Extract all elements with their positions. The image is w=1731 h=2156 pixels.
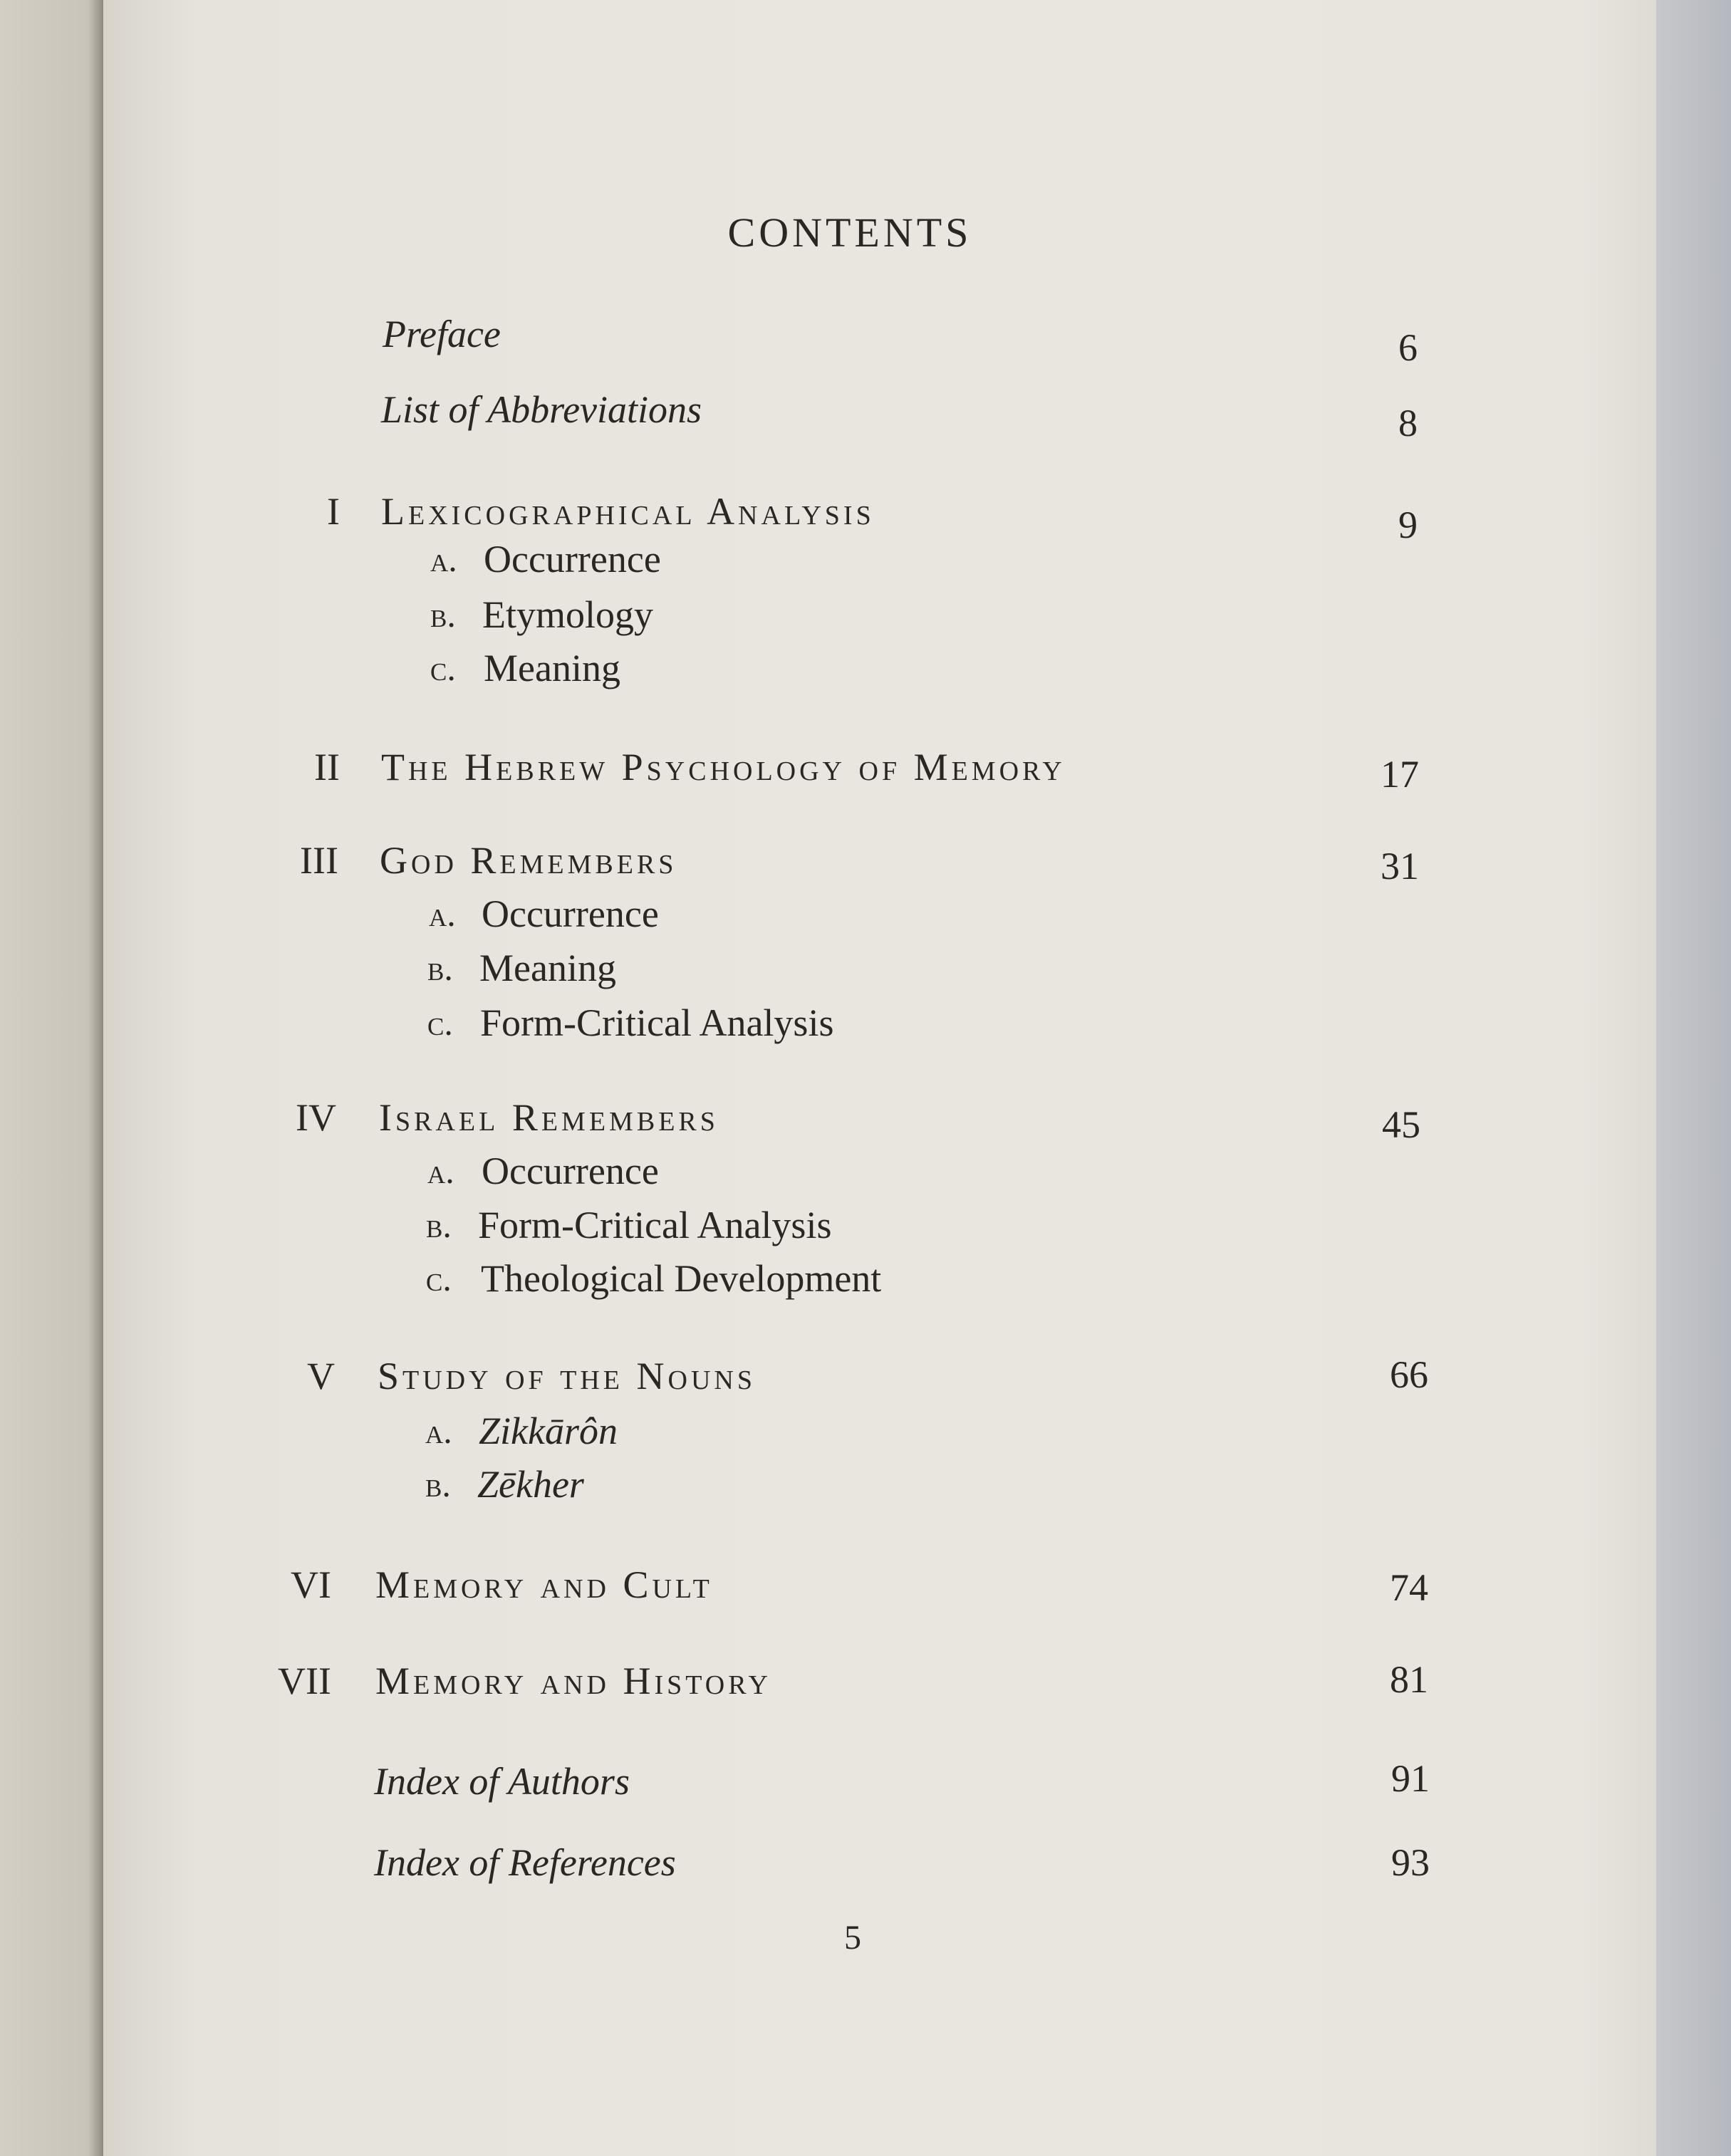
section-title: Form-Critical Analysis (478, 1204, 832, 1246)
chapter-title: Memory and History (375, 1660, 771, 1702)
toc-index-authors: Index of Authors (374, 1760, 630, 1803)
chapter-numeral: VII (278, 1660, 331, 1702)
section-title: Occurrence (482, 892, 659, 935)
section-letter: b. (430, 595, 456, 635)
section-title: Form-Critical Analysis (480, 1001, 834, 1044)
chapter-title: Memory and Cult (375, 1563, 713, 1606)
toc-page-number: 6 (1398, 326, 1418, 369)
facing-page-edge (0, 0, 103, 2156)
section-title: Zikkārôn (479, 1410, 618, 1452)
section-letter: a. (430, 539, 457, 579)
background-surface (1656, 0, 1731, 2156)
section-title: Meaning (484, 647, 620, 689)
chapter-title: Lexicographical Analysis (381, 490, 875, 533)
section-title: Occurrence (484, 538, 661, 580)
chapter-numeral: III (300, 839, 338, 882)
toc-page-number: 45 (1382, 1103, 1420, 1146)
toc-page-number: 66 (1390, 1353, 1428, 1396)
chapter-numeral: I (327, 490, 340, 533)
toc-page-number: 17 (1381, 753, 1419, 796)
section-title: Etymology (482, 593, 653, 636)
toc-page-number: 8 (1398, 402, 1418, 444)
toc-abbreviations: List of Abbreviations (381, 388, 702, 431)
toc-page-number: 74 (1390, 1566, 1428, 1609)
chapter-title: The Hebrew Psychology of Memory (381, 746, 1066, 788)
toc-page-number: 81 (1390, 1658, 1428, 1701)
toc-page-number: 91 (1391, 1757, 1430, 1800)
section-letter: a. (427, 1151, 454, 1191)
toc-preface: Preface (383, 313, 501, 355)
toc-page-number: 93 (1391, 1841, 1430, 1884)
chapter-numeral: VI (291, 1563, 331, 1606)
section-title: Occurrence (482, 1150, 659, 1192)
section-letter: b. (426, 1205, 452, 1245)
toc-page-number: 31 (1381, 845, 1419, 887)
section-letter: a. (425, 1411, 452, 1451)
page-title: CONTENTS (727, 209, 972, 256)
chapter-numeral: V (307, 1355, 335, 1397)
chapter-numeral: II (314, 746, 340, 788)
section-letter: b. (427, 948, 453, 988)
toc-index-references: Index of References (374, 1841, 676, 1884)
chapter-title: God Remembers (380, 839, 677, 882)
section-letter: c. (426, 1259, 452, 1298)
section-title: Meaning (479, 947, 616, 989)
section-letter: c. (430, 648, 456, 688)
page-folio: 5 (844, 1919, 861, 1957)
section-title: Theological Development (481, 1257, 882, 1300)
section-title: Zēkher (477, 1463, 584, 1506)
section-letter: b. (425, 1464, 451, 1504)
chapter-title: Israel Remembers (379, 1096, 719, 1139)
toc-page-number: 9 (1398, 504, 1418, 546)
section-letter: c. (427, 1003, 453, 1043)
book-page (103, 0, 1656, 2156)
chapter-numeral: IV (296, 1096, 336, 1139)
section-letter: a. (429, 894, 456, 934)
chapter-title: Study of the Nouns (378, 1355, 756, 1397)
